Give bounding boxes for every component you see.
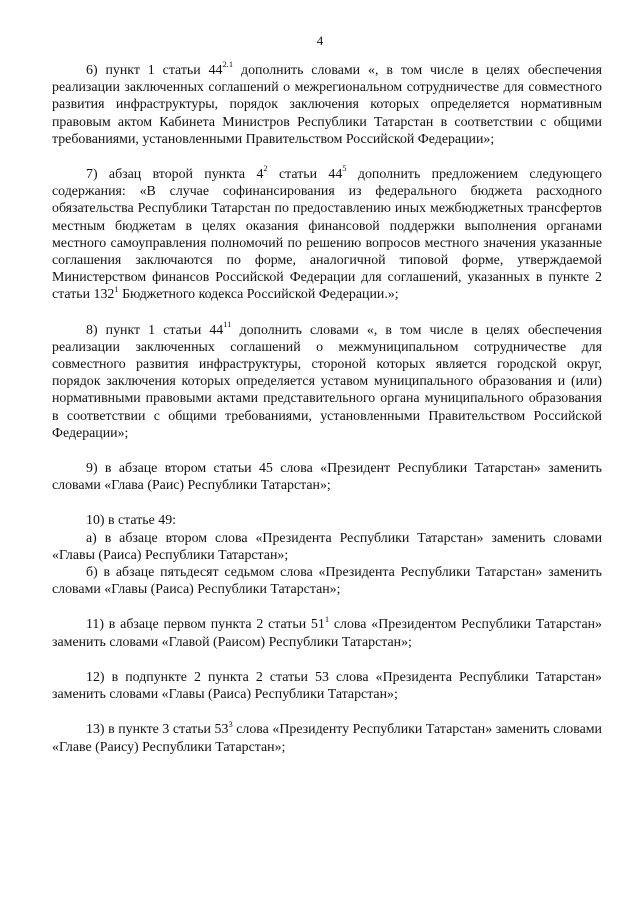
item-13-text: 13) в пункте 3 статьи $53^3$ слова «Президенту Республики Татарстан» заменить словами «Главе (Раису) Республики Татарстан»; (52, 718, 602, 755)
amendment-item-8 (52, 319, 602, 442)
item-12-text: 12) в подпункте 2 пункта 2 статьи 53 слова «Президента Республики Татарстан» заменить словами «Главы (Раиса) Республики Татарстан»; (52, 669, 602, 703)
item-9-text: 9) в абзаце втором статьи 45 слова «Президент Республики Татарстан» заменить словами «Глава (Раис) Республики Татарстан»; (52, 461, 602, 494)
amendment-item-9 (52, 460, 602, 494)
item-10-subitem-b: б) в абзаце пятьдесят седьмом слова «Президента Республики Татарстан» заменить словами «Главы (Раиса) Республики Татарстан»; (52, 565, 602, 598)
item-7-text: 7) абзац второй пункта $4^2$ статьи $44^5$ дополнить предложением следующего содержания: «В случае софинансирования из федерального бюджета расходного обязательства Республики Татарстан по предоставлению иных межбюджетных трансфертов местным бюджетам в целях оказания финансовой поддержки выполнения органами местного самоуправления полномочий по решению вопросов местного значения указанные соглашения заключаются по форме, аналогичной типовой форме, утверждаемой Министерством финансов Российской Федерации для соглашений, указанных в пункте 2 статьи $132^1$ Бюджетного кодекса Российской Федерации.»; (52, 163, 602, 303)
amendment-item-7 (52, 163, 602, 304)
item-10-subitem-a: а) в абзаце втором слова «Президента Республики Татарстан» заменить словами «Главы (Раиса) Республики Татарстан»; (52, 530, 602, 563)
item-11-text: 11) в абзаце первом пункта 2 статьи $51^1$ слова «Президентом Республики Татарстан» заменить словами «Главой (Раисом) Республики Татарстан»; (52, 613, 603, 650)
item-6-text: 6) пункт 1 статьи $44^{2.1}$ дополнить словами «, в том числе в целях обеспечения реализации заключенных соглашений о межрегиональном сотрудничестве для совместного развития инфраструктуры, порядок заключения которых определяется нормативным правовым актом Кабинета Министров Республики Татарстан в соответствии с общими требованиями, установленными Правительством Российской Федерации»; (52, 59, 602, 147)
amendment-item-6 (52, 59, 602, 148)
amendment-item-10 (52, 512, 602, 598)
page-number: 4 (316, 33, 324, 48)
amendment-item-13 (52, 718, 602, 755)
item-8-text: 8) пункт 1 статьи $44^{11}$ дополнить словами «, в том числе в целях обеспечения реализации заключенных соглашений о межмуниципальном сотрудничестве для совместного развития инфраструктуры, стороной которых является городской округ, порядок заключения которых определяется уставом муниципального образования и (или) нормативными правовыми актами представительного органа муниципального образования в соответствии с общими требованиями, установленными Правительством Российской Федерации»; (52, 319, 602, 441)
document-body (52, 59, 603, 756)
amendment-item-11 (52, 613, 603, 650)
item-10-title: 10) в статье 49: (86, 513, 177, 529)
amendment-item-12 (52, 669, 602, 703)
